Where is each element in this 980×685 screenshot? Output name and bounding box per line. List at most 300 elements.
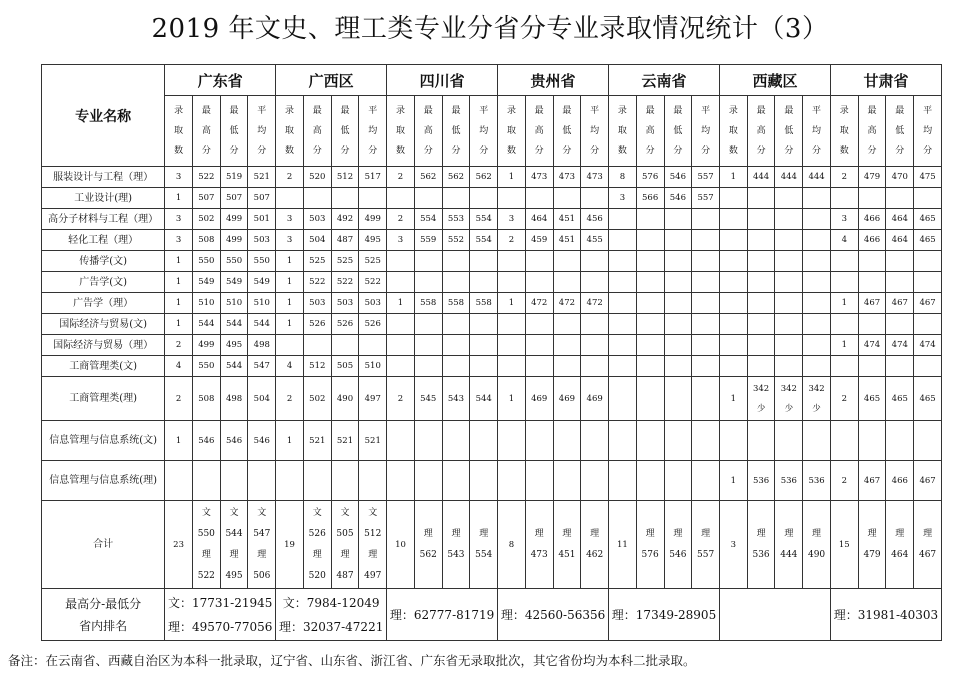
data-cell: [498, 356, 526, 377]
data-cell: [775, 230, 803, 251]
data-cell: [858, 314, 886, 335]
data-cell: [636, 335, 664, 356]
data-cell: 3: [830, 209, 858, 230]
data-cell: 1: [276, 421, 304, 461]
data-cell: [747, 272, 775, 293]
data-cell: [331, 188, 359, 209]
data-cell: 562: [442, 167, 470, 188]
data-cell: [331, 335, 359, 356]
data-cell: 495: [220, 335, 248, 356]
data-cell: [581, 314, 609, 335]
total-min: 理 546: [664, 501, 692, 589]
data-cell: [609, 251, 637, 272]
data-cell: [581, 356, 609, 377]
data-cell: [803, 293, 831, 314]
data-cell: 465: [914, 209, 942, 230]
table-row: [42, 377, 942, 421]
data-cell: 2: [276, 377, 304, 421]
data-cell: [914, 356, 942, 377]
data-cell: 2: [830, 377, 858, 421]
data-cell: [498, 272, 526, 293]
data-cell: 1: [276, 272, 304, 293]
data-cell: 466: [858, 230, 886, 251]
total-max: 文 526 理 520: [303, 501, 331, 589]
data-cell: 547: [248, 356, 276, 377]
data-cell: [470, 188, 498, 209]
data-cell: 562: [414, 167, 442, 188]
data-cell: 521: [248, 167, 276, 188]
data-cell: 444: [747, 167, 775, 188]
data-cell: 469: [525, 377, 553, 421]
data-cell: 1: [276, 251, 304, 272]
data-cell: 499: [220, 209, 248, 230]
data-cell: [886, 272, 914, 293]
data-cell: 508: [192, 377, 220, 421]
data-cell: 451: [553, 230, 581, 251]
data-cell: 465: [914, 377, 942, 421]
data-cell: [553, 251, 581, 272]
data-cell: [553, 421, 581, 461]
data-cell: [803, 314, 831, 335]
data-cell: [192, 461, 220, 501]
data-cell: 566: [636, 188, 664, 209]
data-cell: 498: [248, 335, 276, 356]
data-cell: [525, 421, 553, 461]
total-max: 理 473: [525, 501, 553, 589]
data-cell: [553, 335, 581, 356]
data-cell: [498, 251, 526, 272]
data-cell: [692, 272, 720, 293]
data-cell: [387, 461, 415, 501]
data-cell: 3: [387, 230, 415, 251]
major-name: 国际经济与贸易（理）: [42, 335, 165, 356]
data-cell: 464: [886, 209, 914, 230]
data-cell: 521: [303, 421, 331, 461]
data-cell: 492: [331, 209, 359, 230]
data-cell: [636, 377, 664, 421]
data-cell: [830, 251, 858, 272]
data-cell: [692, 293, 720, 314]
data-cell: 1: [719, 167, 747, 188]
data-cell: 2: [387, 167, 415, 188]
data-cell: [248, 461, 276, 501]
data-cell: 469: [553, 377, 581, 421]
data-cell: 473: [553, 167, 581, 188]
sub-header: 平 均 分: [248, 96, 276, 167]
data-cell: [331, 461, 359, 501]
data-cell: [775, 314, 803, 335]
data-cell: 503: [303, 293, 331, 314]
data-cell: [359, 188, 387, 209]
data-cell: [387, 251, 415, 272]
province-header: 四川省: [387, 65, 498, 96]
rank-value: 理：31981-40303: [830, 589, 941, 641]
data-cell: 576: [636, 167, 664, 188]
data-cell: 472: [581, 293, 609, 314]
data-cell: 467: [858, 293, 886, 314]
major-name: 传播学(文): [42, 251, 165, 272]
data-cell: 1: [165, 188, 193, 209]
data-cell: 558: [442, 293, 470, 314]
data-cell: [914, 188, 942, 209]
data-cell: [664, 377, 692, 421]
data-cell: 342 少: [747, 377, 775, 421]
data-cell: [747, 356, 775, 377]
data-cell: 502: [192, 209, 220, 230]
data-cell: [803, 335, 831, 356]
data-cell: 474: [886, 335, 914, 356]
data-cell: [581, 335, 609, 356]
data-cell: [914, 314, 942, 335]
data-cell: 2: [387, 209, 415, 230]
data-cell: 444: [803, 167, 831, 188]
total-max: 文 550 理 522: [192, 501, 220, 589]
data-cell: 512: [303, 356, 331, 377]
data-cell: [830, 272, 858, 293]
data-cell: 3: [165, 167, 193, 188]
data-cell: 558: [414, 293, 442, 314]
data-cell: 470: [886, 167, 914, 188]
data-cell: 2: [830, 461, 858, 501]
data-cell: 8: [609, 167, 637, 188]
data-cell: 467: [886, 293, 914, 314]
table-row: [42, 209, 942, 230]
data-cell: 522: [303, 272, 331, 293]
data-cell: [414, 272, 442, 293]
data-cell: 508: [192, 230, 220, 251]
data-cell: 459: [525, 230, 553, 251]
table-row: [42, 251, 942, 272]
rank-label: 最高分-最低分 省内排名: [42, 589, 165, 641]
data-cell: 342 少: [775, 377, 803, 421]
data-cell: 559: [414, 230, 442, 251]
sub-header: 最 低 分: [886, 96, 914, 167]
data-cell: 507: [220, 188, 248, 209]
data-cell: 522: [359, 272, 387, 293]
data-cell: [276, 461, 304, 501]
sub-header: 平 均 分: [359, 96, 387, 167]
data-cell: 498: [220, 377, 248, 421]
total-avg: 理 557: [692, 501, 720, 589]
major-name: 服装设计与工程（理）: [42, 167, 165, 188]
data-cell: [692, 421, 720, 461]
data-cell: [803, 230, 831, 251]
data-cell: [747, 314, 775, 335]
data-cell: [636, 314, 664, 335]
data-cell: 2: [165, 335, 193, 356]
data-cell: [747, 335, 775, 356]
data-cell: [442, 461, 470, 501]
data-cell: 475: [914, 167, 942, 188]
data-cell: [442, 421, 470, 461]
data-cell: [775, 293, 803, 314]
data-cell: [414, 461, 442, 501]
data-cell: [747, 188, 775, 209]
sub-header: 最 高 分: [414, 96, 442, 167]
data-cell: 517: [359, 167, 387, 188]
sub-header: 最 低 分: [775, 96, 803, 167]
total-min: 理 444: [775, 501, 803, 589]
data-cell: [692, 230, 720, 251]
data-cell: 1: [165, 272, 193, 293]
data-cell: 503: [248, 230, 276, 251]
data-cell: 512: [331, 167, 359, 188]
data-cell: [442, 335, 470, 356]
table-row: [42, 314, 942, 335]
data-cell: [858, 421, 886, 461]
sub-header: 录 取 数: [609, 96, 637, 167]
data-cell: [830, 188, 858, 209]
data-cell: [498, 461, 526, 501]
data-cell: [747, 251, 775, 272]
data-cell: [664, 272, 692, 293]
data-cell: [914, 251, 942, 272]
data-cell: 467: [858, 461, 886, 501]
total-avg: 理 467: [914, 501, 942, 589]
data-cell: 526: [359, 314, 387, 335]
data-cell: 467: [914, 293, 942, 314]
total-count: 19: [276, 501, 304, 589]
data-cell: 505: [331, 356, 359, 377]
data-cell: [664, 335, 692, 356]
data-cell: 544: [248, 314, 276, 335]
data-cell: 444: [775, 167, 803, 188]
data-cell: [303, 188, 331, 209]
data-cell: [276, 188, 304, 209]
data-cell: 1: [719, 377, 747, 421]
data-cell: [719, 314, 747, 335]
data-cell: 545: [414, 377, 442, 421]
major-name: 工商管理类(理): [42, 377, 165, 421]
data-cell: [553, 356, 581, 377]
data-cell: 455: [581, 230, 609, 251]
data-cell: [692, 356, 720, 377]
data-cell: [886, 356, 914, 377]
total-min: 理 543: [442, 501, 470, 589]
data-cell: [747, 293, 775, 314]
data-cell: [609, 461, 637, 501]
data-cell: 549: [220, 272, 248, 293]
total-row: [42, 501, 942, 589]
data-cell: [719, 293, 747, 314]
data-cell: [581, 188, 609, 209]
data-cell: [636, 251, 664, 272]
major-name: 工商管理类(文): [42, 356, 165, 377]
major-name: 轻化工程（理）: [42, 230, 165, 251]
data-cell: [220, 461, 248, 501]
rank-value: [719, 589, 830, 641]
data-cell: 1: [276, 293, 304, 314]
data-cell: [747, 209, 775, 230]
data-cell: [414, 335, 442, 356]
data-cell: [609, 377, 637, 421]
data-cell: [498, 314, 526, 335]
sub-header: 录 取 数: [165, 96, 193, 167]
data-cell: [525, 188, 553, 209]
data-cell: 504: [303, 230, 331, 251]
data-cell: [914, 272, 942, 293]
data-cell: [553, 188, 581, 209]
data-cell: 495: [359, 230, 387, 251]
data-cell: [636, 356, 664, 377]
data-cell: 3: [165, 230, 193, 251]
sub-header: 最 低 分: [664, 96, 692, 167]
data-cell: [830, 356, 858, 377]
data-cell: [470, 461, 498, 501]
sub-header: 录 取 数: [276, 96, 304, 167]
sub-header: 录 取 数: [498, 96, 526, 167]
data-cell: 544: [192, 314, 220, 335]
province-header: 甘肃省: [830, 65, 941, 96]
data-cell: [387, 335, 415, 356]
data-cell: [886, 421, 914, 461]
data-cell: [692, 377, 720, 421]
data-cell: [636, 272, 664, 293]
rank-row: [42, 589, 942, 641]
sub-header: 平 均 分: [914, 96, 942, 167]
data-cell: [581, 421, 609, 461]
data-cell: 465: [914, 230, 942, 251]
data-cell: 503: [303, 209, 331, 230]
data-cell: [858, 251, 886, 272]
major-name: 广告学(文): [42, 272, 165, 293]
data-cell: [609, 209, 637, 230]
data-cell: [442, 314, 470, 335]
data-cell: [636, 293, 664, 314]
data-cell: [886, 188, 914, 209]
data-cell: [719, 209, 747, 230]
data-cell: [498, 335, 526, 356]
data-cell: 550: [192, 251, 220, 272]
data-cell: [775, 188, 803, 209]
data-cell: 1: [387, 293, 415, 314]
table-row: [42, 167, 942, 188]
rank-value: 理：42560-56356: [498, 589, 609, 641]
data-cell: [858, 356, 886, 377]
data-cell: [581, 251, 609, 272]
data-cell: [470, 356, 498, 377]
data-cell: 465: [858, 377, 886, 421]
data-cell: [165, 461, 193, 501]
data-cell: [830, 421, 858, 461]
data-cell: 502: [303, 377, 331, 421]
data-cell: [719, 230, 747, 251]
table-row: [42, 461, 942, 501]
data-cell: [553, 314, 581, 335]
data-cell: 466: [886, 461, 914, 501]
sub-header: 最 低 分: [442, 96, 470, 167]
sub-header: 最 低 分: [553, 96, 581, 167]
data-cell: [775, 209, 803, 230]
major-name: 信息管理与信息系统(文): [42, 421, 165, 461]
data-cell: 544: [220, 314, 248, 335]
data-cell: 550: [192, 356, 220, 377]
data-cell: [775, 421, 803, 461]
total-count: 11: [609, 501, 637, 589]
data-cell: [858, 188, 886, 209]
data-cell: [692, 314, 720, 335]
total-max: 理 562: [414, 501, 442, 589]
total-min: 理 451: [553, 501, 581, 589]
data-cell: 546: [248, 421, 276, 461]
province-header: 贵州省: [498, 65, 609, 96]
total-max: 理 576: [636, 501, 664, 589]
table-row: [42, 230, 942, 251]
data-cell: [581, 272, 609, 293]
data-cell: 3: [498, 209, 526, 230]
table-row: [42, 188, 942, 209]
data-cell: [719, 335, 747, 356]
sub-header: 最 低 分: [331, 96, 359, 167]
data-cell: 490: [331, 377, 359, 421]
data-cell: [719, 421, 747, 461]
sub-header: 录 取 数: [387, 96, 415, 167]
data-cell: 522: [331, 272, 359, 293]
data-cell: 472: [553, 293, 581, 314]
data-cell: [886, 314, 914, 335]
data-cell: 473: [581, 167, 609, 188]
data-cell: 510: [192, 293, 220, 314]
sub-header: 平 均 分: [803, 96, 831, 167]
data-cell: [387, 314, 415, 335]
data-cell: [470, 272, 498, 293]
data-cell: [387, 356, 415, 377]
data-cell: 549: [248, 272, 276, 293]
data-cell: 546: [192, 421, 220, 461]
total-min: 文 505 理 487: [331, 501, 359, 589]
data-cell: [803, 421, 831, 461]
data-cell: [470, 421, 498, 461]
major-name: 工业设计(理): [42, 188, 165, 209]
data-cell: 507: [248, 188, 276, 209]
data-cell: 510: [359, 356, 387, 377]
rank-value: 文：7984-12049 理：32037-47221: [276, 589, 387, 641]
data-cell: [636, 461, 664, 501]
data-cell: [414, 421, 442, 461]
data-cell: 464: [886, 230, 914, 251]
data-cell: 4: [276, 356, 304, 377]
data-cell: [442, 356, 470, 377]
data-cell: 464: [525, 209, 553, 230]
data-cell: [747, 421, 775, 461]
data-cell: 549: [192, 272, 220, 293]
total-avg: 理 462: [581, 501, 609, 589]
data-cell: [470, 251, 498, 272]
data-cell: [525, 272, 553, 293]
data-cell: 1: [165, 421, 193, 461]
data-cell: [387, 188, 415, 209]
table-row: [42, 272, 942, 293]
data-cell: 525: [359, 251, 387, 272]
data-cell: [803, 251, 831, 272]
data-cell: [692, 209, 720, 230]
table-row: [42, 421, 942, 461]
data-cell: [775, 272, 803, 293]
data-cell: [609, 335, 637, 356]
data-cell: [498, 421, 526, 461]
data-cell: 1: [165, 293, 193, 314]
data-cell: [775, 251, 803, 272]
data-cell: [303, 461, 331, 501]
data-cell: 521: [359, 421, 387, 461]
data-cell: [609, 293, 637, 314]
data-cell: [609, 314, 637, 335]
data-cell: [803, 209, 831, 230]
data-cell: 554: [470, 209, 498, 230]
data-cell: [609, 230, 637, 251]
data-cell: 1: [165, 314, 193, 335]
data-cell: [803, 188, 831, 209]
